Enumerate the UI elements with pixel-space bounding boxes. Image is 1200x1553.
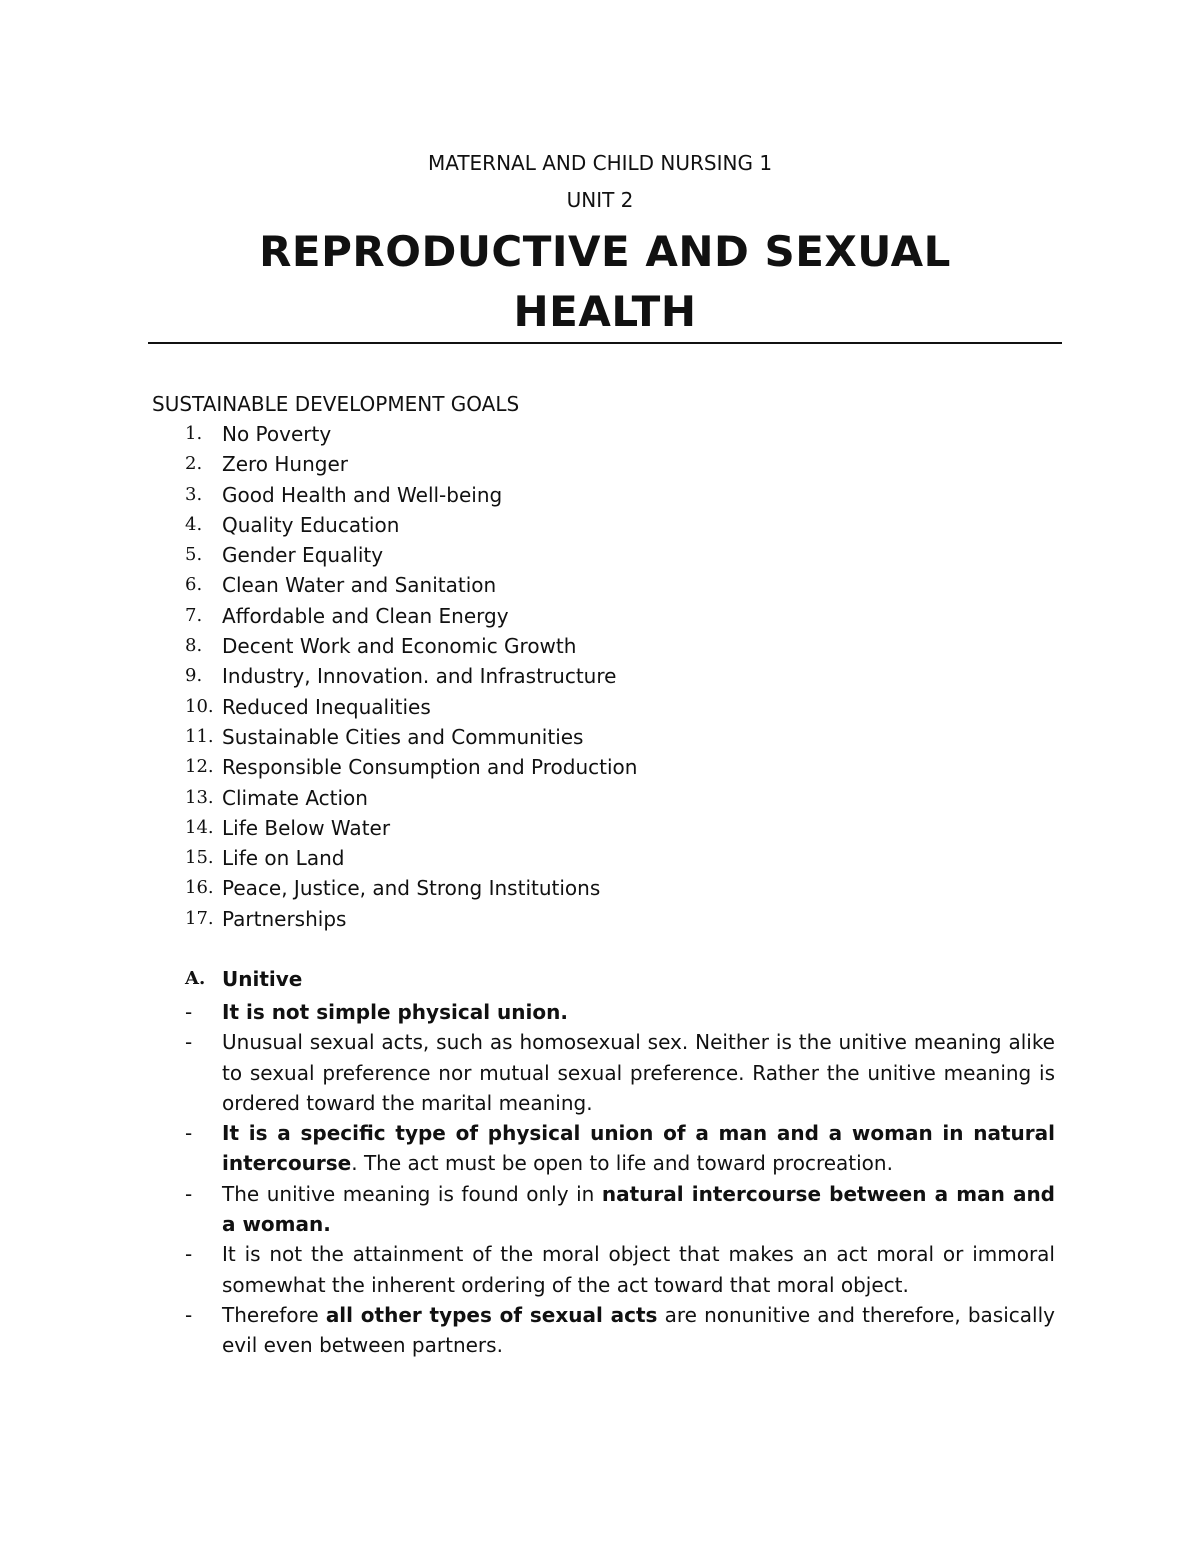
list-item-number: 11. — [185, 725, 214, 747]
page-title — [150, 222, 1060, 342]
bullet-dash: - — [185, 1121, 193, 1146]
section-label: Unitive — [222, 967, 303, 991]
bullet-item — [185, 1179, 1055, 1240]
list-item-number: 7. — [185, 604, 203, 626]
list-item-text: Quality Education — [222, 512, 400, 537]
bullet-text: The unitive meaning is found only in — [222, 1181, 602, 1206]
list-item-number: 13. — [185, 786, 214, 808]
list-item-number: 8. — [185, 635, 203, 657]
bullet-dash: - — [185, 1000, 193, 1024]
list-item-number: 1. — [185, 423, 203, 444]
bullet-text: Unusual sexual acts, such as homosexual sex. Neither is the unitive meaning alike to sexual preference nor mutual sexual preference. Rather the unitive meaning is ordered toward the marital meaning. — [222, 1030, 1055, 1115]
list-item-number: 16. — [185, 877, 214, 899]
title-divider — [148, 342, 1062, 344]
course-title: MATERNAL AND CHILD NURSING 1 — [427, 151, 773, 175]
bullet-item — [185, 1118, 1055, 1179]
list-item-number: 9. — [185, 665, 203, 687]
list-item-number: 4. — [185, 513, 203, 535]
list-item-text: Decent Work and Economic Growth — [222, 634, 577, 659]
list-item-number: 2. — [185, 453, 203, 475]
bullet-dash: - — [185, 1181, 193, 1206]
bullet-item — [185, 1239, 1055, 1300]
bullet-text: It is not the attainment of the moral object that makes an act moral or immoral somewhat the inherent ordering of the act toward that moral object. — [222, 1242, 1055, 1297]
list-item-number: 3. — [185, 483, 203, 505]
bullet-text: It is not simple physical union. — [222, 1000, 568, 1024]
list-item-number: 14. — [185, 816, 214, 838]
section-letter: A. — [185, 968, 206, 989]
list-item-text: Responsible Consumption and Production — [222, 755, 638, 780]
list-item-number: 15. — [185, 847, 214, 869]
title-line-1: REPRODUCTIVE AND SEXUAL — [259, 227, 951, 276]
bullet-text: Therefore — [222, 1302, 326, 1327]
bullet-text-bold: It is a specific type of physical union of a man and a woman in natural intercourse — [222, 1121, 1055, 1176]
bullet-dash: - — [185, 1242, 193, 1267]
list-item-number: 17. — [185, 907, 214, 929]
list-item-text: Industry, Innovation. and Infrastructure — [222, 664, 617, 689]
list-item-text: Partnerships — [222, 906, 347, 931]
bullet-item — [185, 1027, 1055, 1118]
bullet-text-bold: natural intercourse between a man and a woman. — [222, 1181, 1055, 1237]
list-item-text: Zero Hunger — [222, 452, 348, 477]
list-item-number: 6. — [185, 574, 203, 596]
bullet-text: are nonunitive and therefore, basically evil even between partners. — [222, 1302, 1055, 1358]
list-item-text: Sustainable Cities and Communities — [222, 724, 584, 749]
unit-label: UNIT 2 — [566, 188, 634, 212]
list-item-number: 10. — [185, 695, 214, 717]
bullet-item — [185, 1300, 1055, 1361]
list-item-text: Good Health and Well-being — [222, 482, 503, 507]
list-item-text: Life Below Water — [222, 815, 391, 840]
list-item-text: Peace, Justice, and Strong Institutions — [222, 876, 601, 901]
bullet-text-bold: all other types of sexual acts — [325, 1302, 658, 1327]
sdg-heading: SUSTAINABLE DEVELOPMENT GOALS — [152, 392, 520, 416]
list-item-text: Gender Equality — [222, 543, 384, 568]
list-item-text: Climate Action — [222, 785, 368, 810]
list-item-number: 5. — [185, 544, 203, 566]
bullet-text: . The act must be open to life and toward procreation. — [351, 1151, 893, 1176]
list-item-text: Life on Land — [222, 846, 345, 871]
title-line-2: HEALTH — [513, 287, 697, 336]
bullet-dash: - — [185, 1302, 193, 1327]
bullet-item — [185, 997, 1055, 1027]
list-item-text: Clean Water and Sanitation — [222, 573, 497, 598]
list-item-text: Reduced Inequalities — [222, 694, 431, 719]
list-item-text: Affordable and Clean Energy — [222, 603, 509, 628]
list-item-text: No Poverty — [222, 422, 332, 446]
bullet-dash: - — [185, 1030, 193, 1055]
unitive-bullet-list — [185, 997, 1055, 1361]
list-item-number: 12. — [185, 756, 214, 778]
